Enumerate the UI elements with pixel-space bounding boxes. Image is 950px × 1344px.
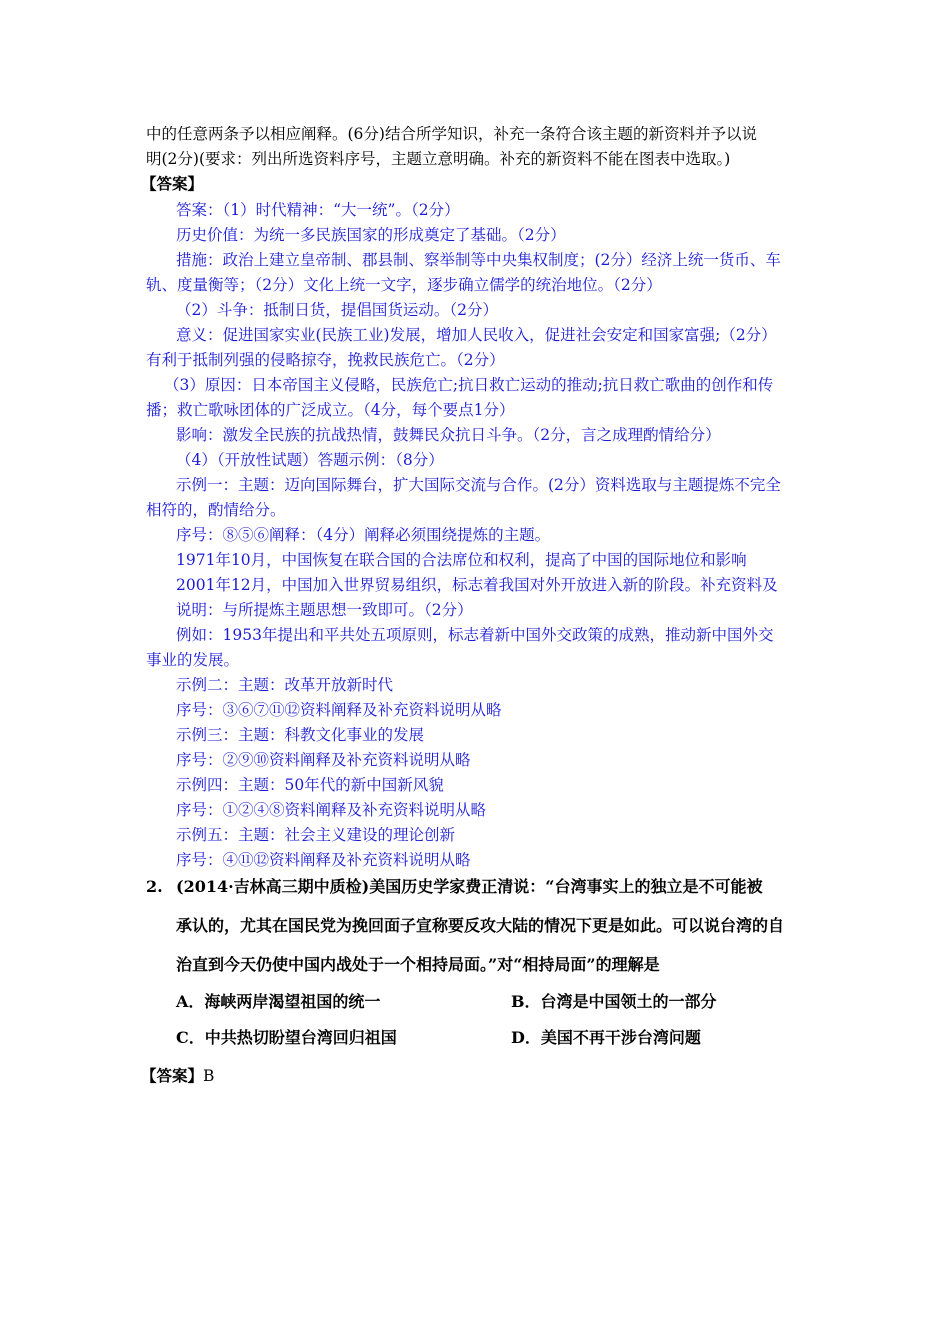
answer-line: 答案：（1）时代精神：“大一统”。（2分） <box>176 201 460 219</box>
answer-line: （4）（开放性试题）答题示例：（8分） <box>176 451 444 469</box>
answer-line: 示例三：主题：科教文化事业的发展 <box>176 726 425 744</box>
answer-2-line <box>141 1064 214 1088</box>
answer-line: 1971年10月，中国恢复在联合国的合法席位和权利，提高了中国的国际地位和影响 <box>176 551 747 569</box>
answer-line: 措施：政治上建立皇帝制、郡县制、察举制等中央集权制度；(2分）经济上统一货币、车 <box>176 251 781 269</box>
answer-line: 影响：激发全民族的抗战热情，鼓舞民众抗日斗争。（2分，言之成理酌情给分） <box>176 426 721 444</box>
answer-2-heading: 【答案】 <box>141 1066 204 1085</box>
answer-line: 示例五：主题：社会主义建设的理论创新 <box>176 826 456 844</box>
answer-line: 有利于抵制列强的侵略掠夺，挽救民族危亡。（2分） <box>146 351 505 369</box>
answer-line: 序号：③⑥⑦⑪⑫资料阐释及补充资料说明从略 <box>176 701 502 719</box>
option-b: B．台湾是中国领土的一部分 <box>511 992 717 1011</box>
option-c: C．中共热切盼望台湾回归祖国 <box>176 1028 397 1047</box>
answer-line: 播；救亡歌咏团体的广泛成立。（4分，每个要点1分） <box>146 401 515 419</box>
answer-line: 序号：①②④⑧资料阐释及补充资料说明从略 <box>176 801 487 819</box>
answer-line: 序号：⑧⑤⑥阐释：（4分）阐释必须围绕提炼的主题。 <box>176 526 551 544</box>
answer-line: 历史价值：为统一多民族国家的形成奠定了基础。（2分） <box>176 226 566 244</box>
question-number: 2. <box>146 877 163 896</box>
answer-2-value: B <box>203 1067 215 1085</box>
answer-line: 示例一：主题：迈向国际舞台，扩大国际交流与合作。(2分）资料选取与主题提炼不完全 <box>176 476 781 494</box>
option-d: D．美国不再干涉台湾问题 <box>511 1028 701 1047</box>
answer-line: 示例二：主题：改革开放新时代 <box>176 676 394 694</box>
question-stem-line-2: 承认的，尤其在国民党为挽回面子宣称要反攻大陆的情况下更是如此。可以说台湾的自 <box>176 916 785 935</box>
intro-line-1: 中的任意两条予以相应阐释。(6分)结合所学知识，补充一条符合该主题的新资料并予以说 <box>146 125 757 143</box>
answer-line: 序号：④⑪⑫资料阐释及补充资料说明从略 <box>176 851 471 869</box>
question-stem-line-1: (2014·吉林高三期中质检)美国历史学家费正清说：“台湾事实上的独立是不可能被 <box>176 877 763 896</box>
answer-line: （3）原因：日本帝国主义侵略，民族危亡;抗日救亡运动的推动;抗日救亡歌曲的创作和传 <box>164 376 774 394</box>
answer-line: 相符的，酌情给分。 <box>146 501 286 519</box>
answer-line: 例如：1953年提出和平共处五项原则，标志着新中国外交政策的成熟，推动新中国外交 <box>176 626 774 644</box>
answer-line: 轨、度量衡等；（2分）文化上统一文字，逐步确立儒学的统治地位。（2分） <box>146 276 662 294</box>
answer-line: （2）斗争：抵制日货，提倡国货运动。（2分） <box>176 301 498 319</box>
answer-heading: 【答案】 <box>141 174 204 193</box>
answer-line: 事业的发展。 <box>146 651 240 669</box>
answer-line: 2001年12月，中国加入世界贸易组织，标志着我国对外开放进入新的阶段。补充资料及 <box>176 576 778 594</box>
option-a: A．海峡两岸渴望祖国的统一 <box>176 992 381 1011</box>
answer-line: 序号：②⑨⑩资料阐释及补充资料说明从略 <box>176 751 471 769</box>
answer-line: 意义：促进国家实业(民族工业)发展，增加人民收入，促进社会安定和国家富强;（2分） <box>176 326 777 344</box>
question-stem-line-3: 治直到今天仍使中国内战处于一个相持局面。”对“相持局面”的理解是 <box>176 955 660 974</box>
answer-line: 说明：与所提炼主题思想一致即可。（2分） <box>176 601 473 619</box>
intro-line-2: 明(2分)(要求：列出所选资料序号，主题立意明确。补充的新资料不能在图表中选取。) <box>146 150 731 168</box>
answer-line: 示例四：主题：50年代的新中国新风貌 <box>176 776 444 794</box>
